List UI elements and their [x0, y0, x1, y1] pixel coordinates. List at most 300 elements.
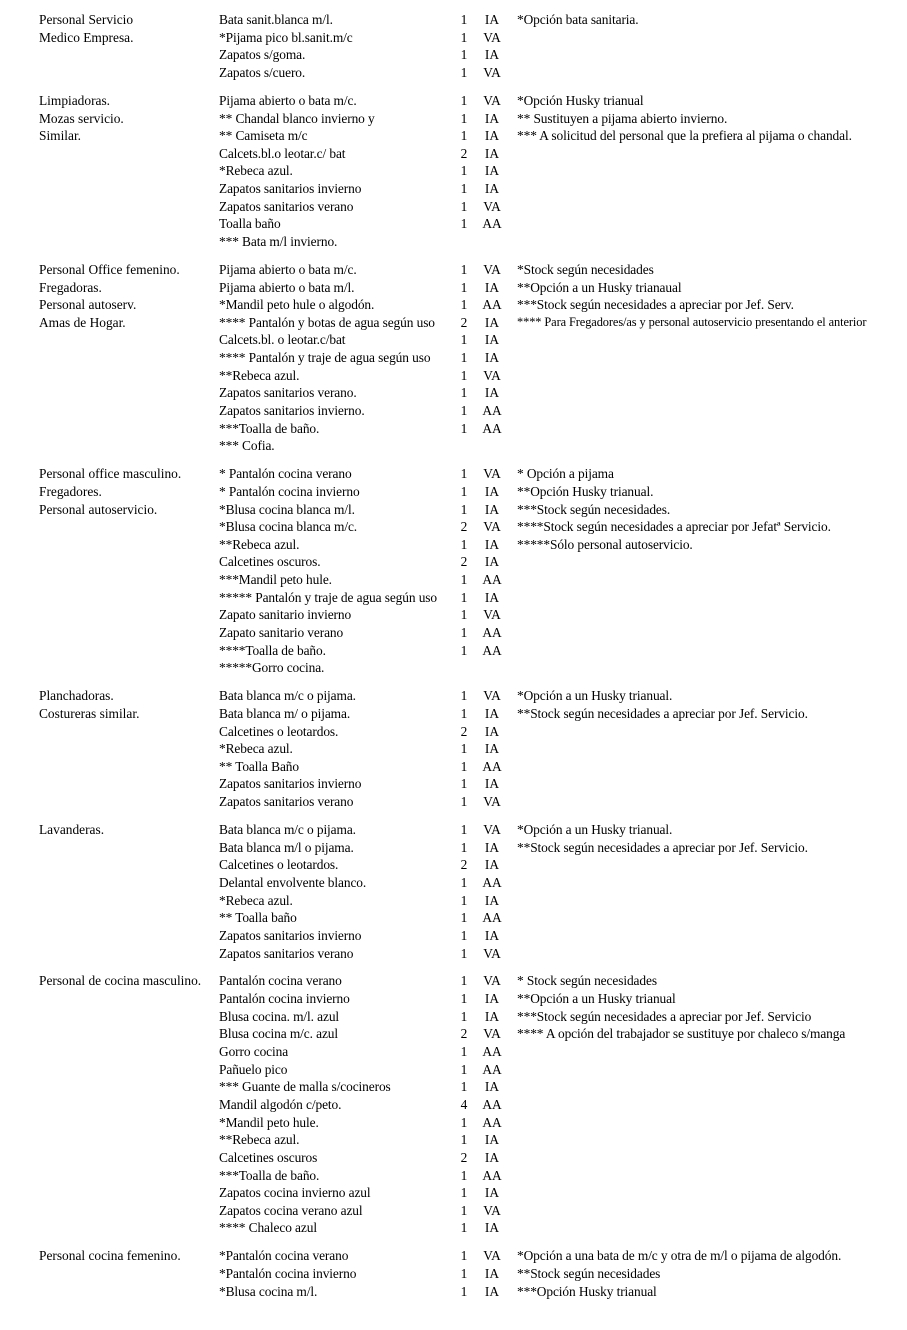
garment-item: *Pijama pico bl.sanit.m/c: [219, 29, 353, 45]
table-row: [0, 1283, 907, 1301]
table-row: [0, 518, 907, 536]
footnote: **Stock según necesidades: [517, 1266, 661, 1281]
table-row: [0, 198, 907, 216]
table-row: [0, 740, 907, 758]
garment-item: *Blusa cocina blanca m/c.: [219, 519, 358, 535]
quantity: 1: [460, 29, 468, 45]
table-row: [0, 775, 907, 793]
garment-item: Calcetines oscuros.: [219, 554, 321, 570]
table-row: [0, 571, 907, 589]
renewal-code: IA: [484, 1079, 500, 1095]
table-row: [0, 233, 907, 251]
quantity: 1: [460, 741, 468, 757]
garment-item: * Pantalón cocina invierno: [219, 483, 360, 499]
garment-item: *Rebeca azul.: [219, 892, 293, 908]
renewal-code: IA: [484, 536, 500, 552]
quantity: 1: [460, 1132, 468, 1148]
garment-item: Bata blanca m/c o pijama.: [219, 822, 356, 838]
renewal-code: AA: [482, 874, 502, 890]
quantity: 2: [460, 519, 468, 535]
garment-item: ****Toalla de baño.: [219, 642, 326, 658]
table-row: [0, 972, 907, 990]
quantity: 1: [460, 1185, 468, 1201]
staff-category: Personal office masculino.: [39, 466, 182, 482]
quantity: 1: [460, 110, 468, 126]
renewal-code: AA: [482, 1096, 502, 1112]
renewal-code: VA: [483, 261, 501, 277]
garment-item: **Rebeca azul.: [219, 367, 300, 383]
renewal-code: IA: [484, 385, 500, 401]
quantity: 1: [460, 1114, 468, 1130]
table-row: [0, 624, 907, 642]
quantity: 1: [460, 466, 468, 482]
renewal-code: VA: [483, 29, 501, 45]
quantity: 2: [460, 554, 468, 570]
table-row: [0, 145, 907, 163]
quantity: 1: [460, 758, 468, 774]
table-row: [0, 856, 907, 874]
staff-group-section: [0, 972, 907, 1237]
quantity: 1: [460, 92, 468, 108]
quantity: 1: [460, 297, 468, 313]
renewal-code: IA: [484, 857, 500, 873]
garment-item: **** Chaleco azul: [219, 1220, 317, 1236]
renewal-code: AA: [482, 1114, 502, 1130]
quantity: 1: [460, 1248, 468, 1264]
table-row: [0, 839, 907, 857]
garment-item: *Pantalón cocina verano: [219, 1248, 349, 1264]
garment-item: Toalla baño: [219, 216, 281, 232]
table-row: [0, 1008, 907, 1026]
renewal-code: VA: [483, 1202, 501, 1218]
staff-category: Fregadores.: [39, 483, 102, 499]
garment-item: *Mandil peto hule.: [219, 1114, 319, 1130]
renewal-code: IA: [484, 110, 500, 126]
table-row: [0, 589, 907, 607]
renewal-code: IA: [484, 1283, 500, 1299]
table-row: [0, 110, 907, 128]
quantity: 1: [460, 572, 468, 588]
table-row: [0, 64, 907, 82]
garment-item: ** Chandal blanco invierno y: [219, 110, 375, 126]
garment-item: * Pantalón cocina verano: [219, 466, 352, 482]
renewal-code: IA: [484, 554, 500, 570]
garment-item: Pijama abierto o bata m/c.: [219, 261, 357, 277]
staff-category: Personal Servicio: [39, 12, 134, 27]
quantity: 1: [460, 794, 468, 810]
footnote: *Opción Husky trianual: [517, 92, 644, 108]
quantity: 1: [460, 536, 468, 552]
table-row: [0, 1061, 907, 1079]
garment-item: Bata sanit.blanca m/l.: [219, 12, 333, 27]
quantity: 1: [460, 163, 468, 179]
quantity: 1: [460, 261, 468, 277]
table-row: [0, 29, 907, 47]
table-row: [0, 402, 907, 420]
uniform-allocation-document: [0, 11, 907, 1311]
quantity: 1: [460, 350, 468, 366]
garment-item: Bata blanca m/l o pijama.: [219, 839, 354, 855]
renewal-code: IA: [484, 927, 500, 943]
staff-category: Fregadoras.: [39, 279, 102, 295]
renewal-code: AA: [482, 1167, 502, 1183]
table-row: [0, 1131, 907, 1149]
quantity: 1: [460, 1202, 468, 1218]
quantity: 1: [460, 1008, 468, 1024]
renewal-code: IA: [484, 723, 500, 739]
footnote: *Opción bata sanitaria.: [517, 12, 639, 27]
quantity: 1: [460, 839, 468, 855]
garment-item: **** Pantalón y traje de agua según uso: [219, 350, 431, 366]
renewal-code: IA: [484, 1149, 500, 1165]
table-row: [0, 553, 907, 571]
table-row: [0, 279, 907, 297]
garment-item: ** Toalla baño: [219, 910, 297, 926]
table-row: [0, 758, 907, 776]
quantity: 1: [460, 1061, 468, 1077]
renewal-code: IA: [484, 1185, 500, 1201]
garment-item: Blusa cocina m/c. azul: [219, 1026, 339, 1042]
quantity: 1: [460, 607, 468, 623]
garment-item: Zapatos sanitarios verano: [219, 945, 354, 961]
table-row: [0, 659, 907, 677]
table-row: [0, 1078, 907, 1096]
quantity: 1: [460, 198, 468, 214]
garment-item: Zapatos s/cuero.: [219, 64, 306, 80]
garment-item: Zapatos cocina verano azul: [219, 1202, 363, 1218]
table-row: [0, 723, 907, 741]
staff-group-section: [0, 687, 907, 810]
garment-item: Zapatos s/goma.: [219, 47, 306, 63]
renewal-code: IA: [484, 1266, 500, 1281]
quantity: 1: [460, 420, 468, 436]
table-row: [0, 1247, 907, 1265]
table-row: [0, 687, 907, 705]
garment-item: Zapatos sanitarios invierno: [219, 181, 362, 197]
quantity: 1: [460, 874, 468, 890]
staff-category: Personal autoserv.: [39, 297, 137, 313]
staff-category: Limpiadoras.: [39, 92, 111, 108]
quantity: 1: [460, 945, 468, 961]
quantity: 1: [460, 181, 468, 197]
renewal-code: VA: [483, 822, 501, 838]
quantity: 1: [460, 1167, 468, 1183]
table-row: [0, 261, 907, 279]
table-row: [0, 1184, 907, 1202]
quantity: 1: [460, 642, 468, 658]
renewal-code: IA: [484, 501, 500, 517]
renewal-code: VA: [483, 1248, 501, 1264]
renewal-code: VA: [483, 794, 501, 810]
quantity: 1: [460, 216, 468, 232]
quantity: 1: [460, 927, 468, 943]
quantity: 1: [460, 973, 468, 989]
renewal-code: VA: [483, 607, 501, 623]
table-row: [0, 384, 907, 402]
table-row: [0, 874, 907, 892]
garment-item: ***** Pantalón y traje de agua según uso: [219, 589, 438, 605]
garment-item: *Rebeca azul.: [219, 163, 293, 179]
garment-item: Pañuelo pico: [219, 1061, 288, 1077]
garment-item: Calcetines o leotardos.: [219, 857, 339, 873]
staff-category: Mozas servicio.: [39, 110, 124, 126]
garment-item: **** Pantalón y botas de agua según uso: [219, 314, 435, 330]
renewal-code: AA: [482, 625, 502, 641]
renewal-code: VA: [483, 64, 501, 80]
staff-group-section: [0, 465, 907, 677]
garment-item: ***Toalla de baño.: [219, 420, 320, 436]
renewal-code: VA: [483, 466, 501, 482]
garment-item: ***Toalla de baño.: [219, 1167, 320, 1183]
garment-item: ** Toalla Baño: [219, 758, 299, 774]
renewal-code: AA: [482, 1044, 502, 1060]
renewal-code: IA: [484, 128, 500, 144]
footnote: * Stock según necesidades: [517, 973, 657, 989]
renewal-code: IA: [484, 1132, 500, 1148]
renewal-code: VA: [483, 688, 501, 704]
footnote: **** A opción del trabajador se sustituye por chaleco s/manga: [517, 1026, 846, 1042]
footnote: *Opción a un Husky trianual.: [517, 822, 673, 838]
table-row: [0, 1114, 907, 1132]
table-row: [0, 1043, 907, 1061]
renewal-code: AA: [482, 572, 502, 588]
staff-group-section: [0, 261, 907, 455]
quantity: 1: [460, 332, 468, 348]
garment-item: ** Camiseta m/c: [219, 128, 308, 144]
garment-item: **Rebeca azul.: [219, 536, 300, 552]
renewal-code: VA: [483, 519, 501, 535]
quantity: 1: [460, 822, 468, 838]
garment-item: Delantal envolvente blanco.: [219, 874, 367, 890]
renewal-code: IA: [484, 589, 500, 605]
renewal-code: IA: [484, 741, 500, 757]
staff-group-section: [0, 92, 907, 251]
garment-item: Zapatos sanitarios invierno.: [219, 403, 365, 419]
footnote: *Stock según necesidades: [517, 261, 654, 277]
garment-item: *** Guante de malla s/cocineros: [219, 1079, 391, 1095]
staff-category: Personal Office femenino.: [39, 261, 180, 277]
garment-item: **Rebeca azul.: [219, 1132, 300, 1148]
renewal-code: IA: [484, 181, 500, 197]
renewal-code: AA: [482, 642, 502, 658]
quantity: 1: [460, 1266, 468, 1281]
garment-item: *Blusa cocina blanca m/l.: [219, 501, 355, 517]
renewal-code: IA: [484, 332, 500, 348]
garment-item: Bata blanca m/ o pijama.: [219, 705, 351, 721]
staff-category: Similar.: [39, 128, 82, 144]
quantity: 4: [460, 1096, 468, 1112]
renewal-code: IA: [484, 47, 500, 63]
quantity: 1: [460, 47, 468, 63]
garment-item: Pijama abierto o bata m/l.: [219, 279, 355, 295]
table-row: [0, 1167, 907, 1185]
garment-item: Bata blanca m/c o pijama.: [219, 688, 356, 704]
table-row: [0, 1096, 907, 1114]
footnote: ***Stock según necesidades.: [517, 501, 671, 517]
quantity: 2: [460, 723, 468, 739]
table-row: [0, 296, 907, 314]
garment-item: Pantalón cocina verano: [219, 973, 342, 989]
table-row: [0, 437, 907, 455]
garment-item: Zapatos sanitarios verano.: [219, 385, 357, 401]
garment-item: Calcets.bl.o leotar.c/ bat: [219, 145, 346, 161]
table-row: [0, 892, 907, 910]
table-row: [0, 793, 907, 811]
quantity: 1: [460, 625, 468, 641]
quantity: 2: [460, 857, 468, 873]
renewal-code: AA: [482, 297, 502, 313]
staff-category: Personal autoservicio.: [39, 501, 158, 517]
quantity: 1: [460, 1079, 468, 1095]
quantity: 1: [460, 892, 468, 908]
table-row: [0, 1202, 907, 1220]
garment-item: Mandil algodón c/peto.: [219, 1096, 342, 1112]
renewal-code: IA: [484, 163, 500, 179]
quantity: 1: [460, 367, 468, 383]
renewal-code: IA: [484, 145, 500, 161]
renewal-code: IA: [484, 314, 500, 330]
footnote: ***Opción Husky trianual: [517, 1283, 657, 1299]
quantity: 1: [460, 1044, 468, 1060]
quantity: 1: [460, 1220, 468, 1236]
garment-item: Calcetines oscuros: [219, 1149, 318, 1165]
quantity: 2: [460, 1026, 468, 1042]
quantity: 1: [460, 910, 468, 926]
staff-category: Personal cocina femenino.: [39, 1248, 181, 1264]
garment-item: *Mandil peto hule o algodón.: [219, 297, 375, 313]
garment-item: Zapato sanitario verano: [219, 625, 344, 641]
table-row: [0, 536, 907, 554]
staff-category: Planchadoras.: [39, 688, 114, 704]
garment-item: Zapatos sanitarios verano: [219, 794, 354, 810]
table-row: [0, 483, 907, 501]
garment-item: *Rebeca azul.: [219, 741, 293, 757]
renewal-code: VA: [483, 973, 501, 989]
table-row: [0, 420, 907, 438]
renewal-code: AA: [482, 403, 502, 419]
renewal-code: IA: [484, 1220, 500, 1236]
renewal-code: VA: [483, 945, 501, 961]
quantity: 1: [460, 1283, 468, 1299]
table-row: [0, 367, 907, 385]
table-row: [0, 705, 907, 723]
table-row: [0, 927, 907, 945]
garment-item: Zapatos sanitarios invierno: [219, 927, 362, 943]
staff-category: Amas de Hogar.: [39, 314, 126, 330]
table-row: [0, 1025, 907, 1043]
table-row: [0, 821, 907, 839]
footnote: **Stock según necesidades a apreciar por Jef. Servicio.: [517, 705, 808, 721]
renewal-code: IA: [484, 991, 500, 1007]
footnote: **Opción Husky trianual.: [517, 483, 654, 499]
quantity: 1: [460, 776, 468, 792]
garment-item: Calcetines o leotardos.: [219, 723, 339, 739]
renewal-code: IA: [484, 776, 500, 792]
quantity: 1: [460, 991, 468, 1007]
renewal-code: IA: [484, 839, 500, 855]
garment-item: Zapato sanitario invierno: [219, 607, 352, 623]
staff-category: Costureras similar.: [39, 705, 140, 721]
footnote: ***Stock según necesidades a apreciar por Jef. Serv.: [517, 297, 794, 313]
renewal-code: VA: [483, 92, 501, 108]
garment-item: *Blusa cocina m/l.: [219, 1283, 318, 1299]
table-row: [0, 990, 907, 1008]
quantity: 1: [460, 128, 468, 144]
quantity: 1: [460, 12, 468, 27]
staff-category: Lavanderas.: [39, 822, 105, 838]
quantity: 2: [460, 145, 468, 161]
quantity: 1: [460, 279, 468, 295]
footnote: **Opción a un Husky trianaual: [517, 279, 682, 295]
quantity: 1: [460, 688, 468, 704]
garment-item: Blusa cocina. m/l. azul: [219, 1008, 340, 1024]
quantity: 1: [460, 385, 468, 401]
staff-group-section: [0, 11, 907, 82]
table-row: [0, 642, 907, 660]
quantity: 1: [460, 483, 468, 499]
table-row: [0, 127, 907, 145]
table-row: [0, 1219, 907, 1237]
footnote: **Opción a un Husky trianual: [517, 991, 676, 1007]
renewal-code: AA: [482, 910, 502, 926]
renewal-code: AA: [482, 420, 502, 436]
table-row: [0, 46, 907, 64]
staff-group-section: [0, 1247, 907, 1300]
renewal-code: VA: [483, 1026, 501, 1042]
renewal-code: AA: [482, 216, 502, 232]
table-row: [0, 1149, 907, 1167]
renewal-code: IA: [484, 705, 500, 721]
table-row: [0, 11, 907, 29]
footnote: ** Sustituyen a pijama abierto invierno.: [517, 110, 728, 126]
table-row: [0, 465, 907, 483]
renewal-code: IA: [484, 350, 500, 366]
table-row: [0, 606, 907, 624]
table-row: [0, 180, 907, 198]
table-row: [0, 501, 907, 519]
renewal-code: AA: [482, 1061, 502, 1077]
renewal-code: IA: [484, 279, 500, 295]
garment-item: Pijama abierto o bata m/c.: [219, 92, 357, 108]
footnote: *Opción a una bata de m/c y otra de m/l o pijama de algodón.: [517, 1248, 842, 1264]
renewal-code: VA: [483, 367, 501, 383]
quantity: 1: [460, 501, 468, 517]
garment-item: Calcets.bl. o leotar.c/bat: [219, 332, 346, 348]
footnote: **Stock según necesidades a apreciar por Jef. Servicio.: [517, 839, 808, 855]
footnote: **** Para Fregadores/as y personal autoservicio presentando el anterior: [517, 314, 867, 329]
renewal-code: VA: [483, 198, 501, 214]
garment-item: Pantalón cocina invierno: [219, 991, 350, 1007]
renewal-code: IA: [484, 1008, 500, 1024]
quantity: 1: [460, 705, 468, 721]
footnote: *** A solicitud del personal que la prefiera al pijama o chandal.: [517, 128, 852, 144]
staff-group-section: [0, 821, 907, 962]
table-row: [0, 1265, 907, 1283]
footnote: ***Stock según necesidades a apreciar por Jef. Servicio: [517, 1008, 812, 1024]
renewal-code: IA: [484, 892, 500, 908]
garment-item: *Pantalón cocina invierno: [219, 1266, 357, 1281]
garment-item: Gorro cocina: [219, 1044, 289, 1060]
garment-item: ***Mandil peto hule.: [219, 572, 332, 588]
quantity: 2: [460, 1149, 468, 1165]
garment-item: *** Bata m/l invierno.: [219, 233, 338, 249]
table-row: [0, 909, 907, 927]
garment-item: *** Cofia.: [219, 438, 275, 454]
quantity: 2: [460, 314, 468, 330]
footnote: * Opción a pijama: [517, 466, 614, 482]
garment-item: Zapatos sanitarios invierno: [219, 776, 362, 792]
staff-category: Medico Empresa.: [39, 29, 134, 45]
